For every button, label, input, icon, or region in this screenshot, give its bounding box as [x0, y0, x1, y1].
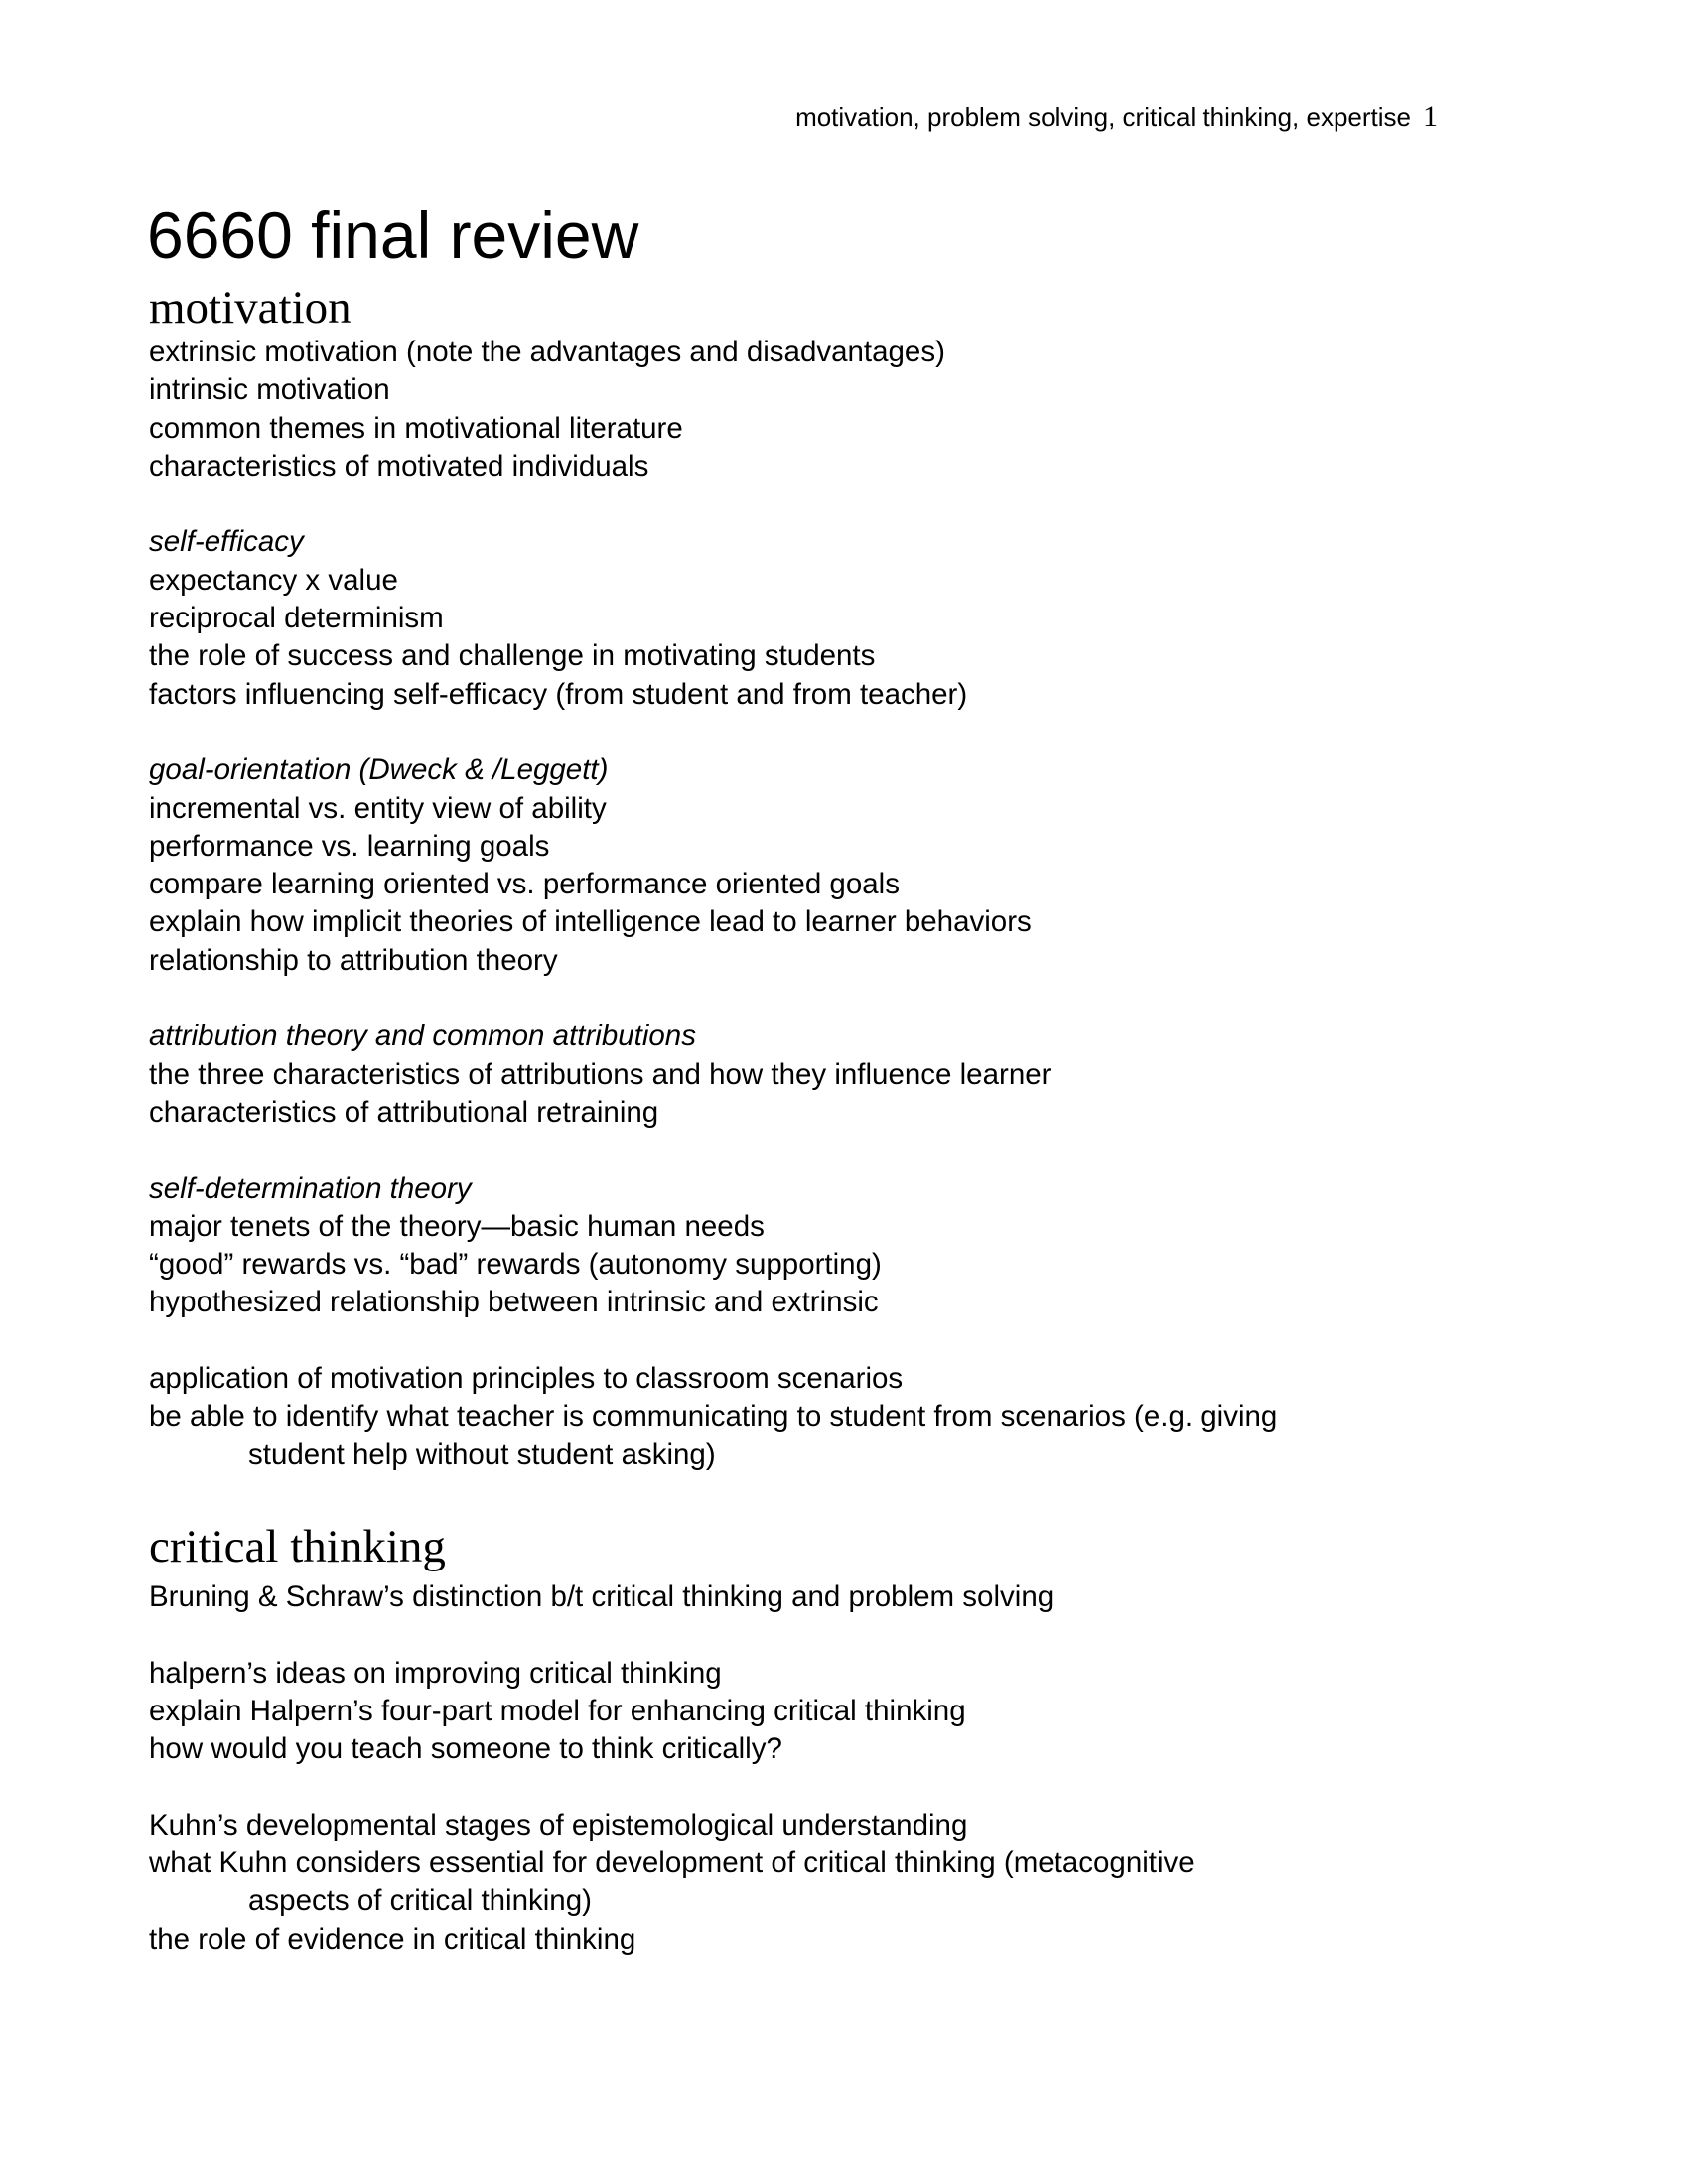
topic-line: explain Halpern’s four-part model for enhancing critical thinking	[149, 1694, 966, 1727]
topic-line: performance vs. learning goals	[149, 829, 550, 863]
motivation-topics	[149, 334, 1277, 1474]
critical-thinking-topics	[149, 1578, 1195, 1959]
spacer	[149, 1768, 1195, 1806]
topic-line: Bruning & Schraw’s distinction b/t critical thinking and problem solving	[149, 1580, 1055, 1613]
topic-line: Kuhn’s developmental stages of epistemological understanding	[149, 1808, 968, 1842]
topic-line: major tenets of the theory—basic human needs	[149, 1209, 765, 1243]
topic-line: factors influencing self-efficacy (from student and from teacher)	[149, 677, 968, 711]
running-title: motivation, problem solving, critical thinking, expertise	[795, 102, 1411, 132]
section-heading-motivation: motivation	[149, 282, 352, 334]
spacer	[149, 1616, 1195, 1654]
topic-line: reciprocal determinism	[149, 602, 444, 635]
topic-line: halpern’s ideas on improving critical thinking	[149, 1656, 722, 1690]
topic-line: hypothesized relationship between intrinsic and extrinsic	[149, 1286, 879, 1319]
subheading-goal-orientation: goal-orientation (Dweck & /Leggett)	[149, 753, 609, 787]
topic-line: relationship to attribution theory	[149, 943, 558, 977]
spacer	[149, 980, 1277, 1018]
subheading-self-efficacy: self-efficacy	[149, 525, 304, 559]
topic-line: the three characteristics of attributions and how they influence learner	[149, 1057, 1052, 1091]
topic-line: be able to identify what teacher is communicating to student from scenarios (e.g. giving	[149, 1400, 1278, 1433]
topic-line: what Kuhn considers essential for development of critical thinking (metacognitive	[149, 1846, 1195, 1880]
topic-line: the role of evidence in critical thinking	[149, 1922, 636, 1956]
spacer	[149, 1322, 1277, 1360]
topic-line: characteristics of attributional retraining	[149, 1095, 659, 1129]
spacer	[149, 714, 1277, 751]
running-header	[795, 99, 1438, 135]
topic-line: “good” rewards vs. “bad” rewards (autonomy supporting)	[149, 1248, 882, 1282]
topic-line: extrinsic motivation (note the advantages and disadvantages)	[149, 336, 945, 368]
topic-line: the role of success and challenge in motivating students	[149, 639, 876, 673]
document-title: 6660 final review	[147, 199, 639, 272]
topic-line: expectancy x value	[149, 563, 398, 597]
topic-line: characteristics of motivated individuals	[149, 449, 649, 482]
topic-line: how would you teach someone to think critically?	[149, 1732, 782, 1766]
topic-line: application of motivation principles to classroom scenarios	[149, 1362, 904, 1396]
spacer	[149, 1132, 1277, 1169]
topic-line: intrinsic motivation	[149, 373, 390, 407]
topic-line-continuation: student help without student asking)	[248, 1437, 716, 1471]
section-heading-critical-thinking: critical thinking	[149, 1521, 446, 1572]
subheading-attribution-theory: attribution theory and common attributions	[149, 1020, 696, 1053]
topic-line: incremental vs. entity view of ability	[149, 791, 607, 825]
topic-line: common themes in motivational literature	[149, 411, 683, 445]
spacer	[149, 485, 1277, 523]
topic-line: compare learning oriented vs. performance oriented goals	[149, 868, 900, 901]
topic-line-continuation: aspects of critical thinking)	[248, 1884, 592, 1918]
page-number: 1	[1423, 100, 1438, 133]
topic-line: explain how implicit theories of intelligence lead to learner behaviors	[149, 905, 1032, 939]
subheading-self-determination-theory: self-determination theory	[149, 1171, 472, 1205]
